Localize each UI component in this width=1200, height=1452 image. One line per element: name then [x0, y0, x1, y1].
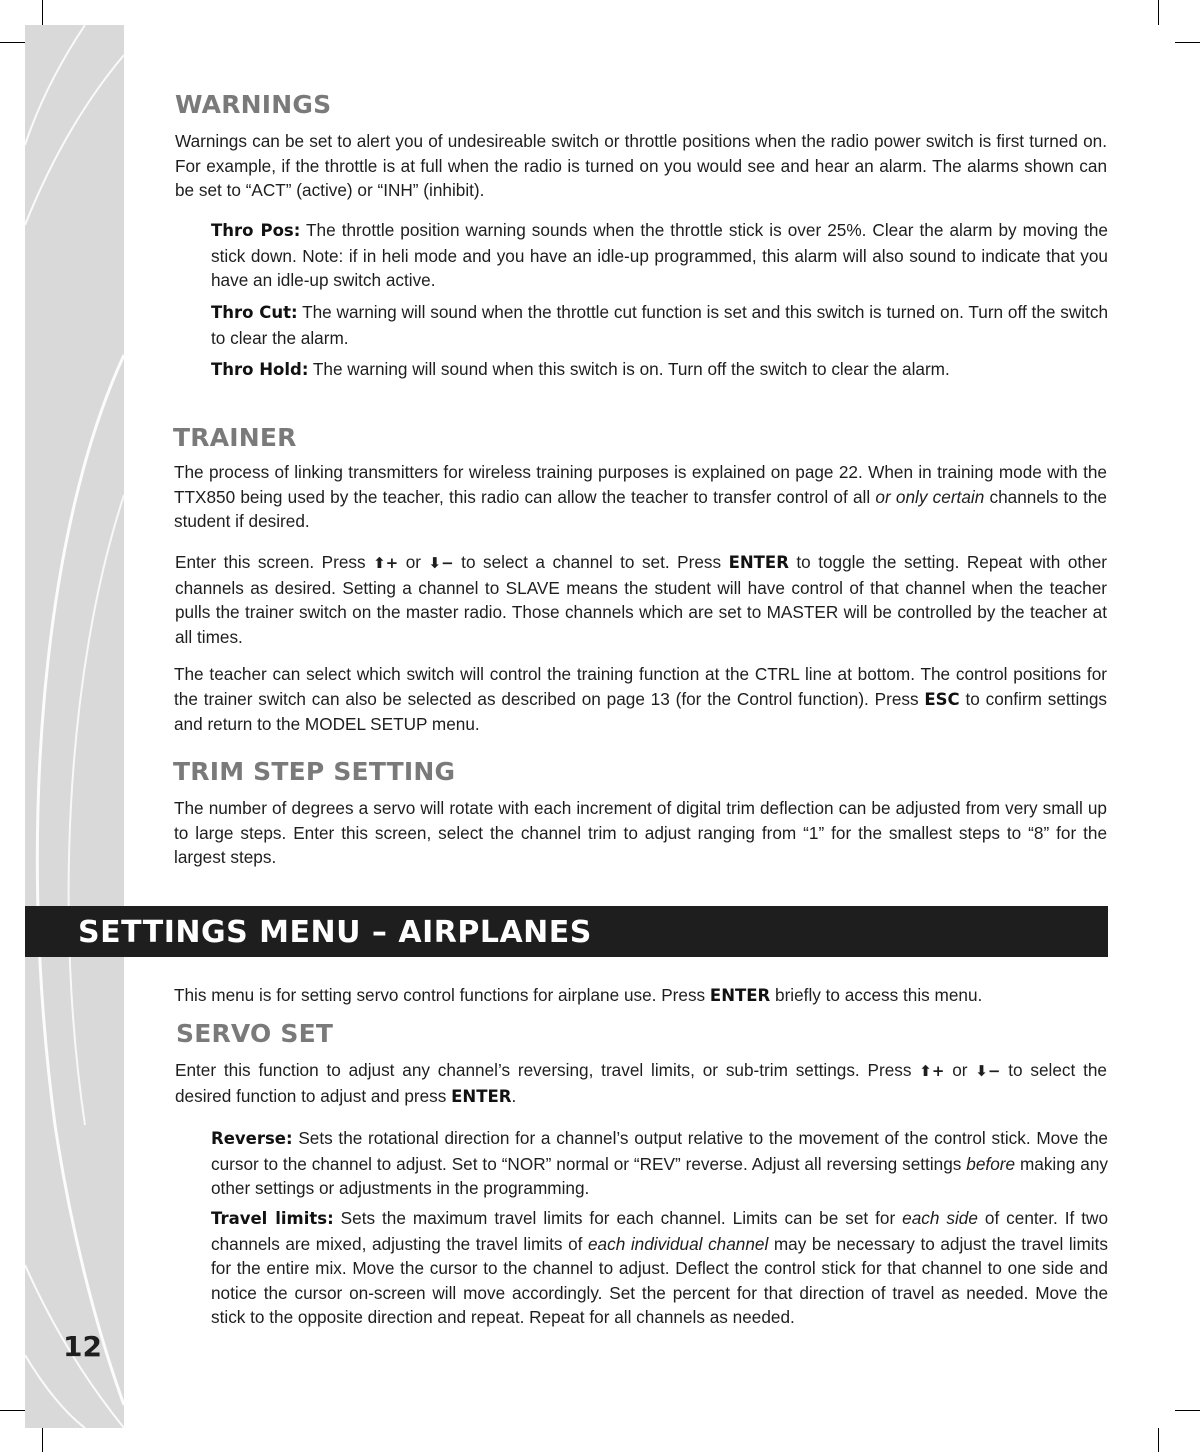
- servo-set-text-c: .: [511, 1085, 517, 1106]
- decorative-sidebar: [25, 25, 124, 1428]
- thro-hold-label: Thro Hold:: [211, 360, 309, 379]
- crop-mark: [0, 1410, 25, 1411]
- crop-mark: [1158, 1428, 1159, 1452]
- crop-mark: [1175, 42, 1200, 43]
- trainer-p1-text-b: channels to the student if desired.: [174, 486, 1107, 531]
- crop-mark: [42, 0, 43, 25]
- esc-key-label: ESC: [924, 689, 960, 709]
- servo-set-intro: [175, 1058, 1107, 1109]
- trainer-p3-text-b: to confirm settings and return to the MODEL SETUP menu.: [174, 688, 1107, 734]
- crop-mark: [42, 1428, 43, 1452]
- trainer-p2-text-a: Enter this screen. Press: [175, 552, 374, 572]
- thro-pos-label: Thro Pos:: [211, 221, 301, 240]
- servo-set-text-b: to select the desired function to adjust and press: [175, 1060, 1107, 1106]
- enter-key-label: ENTER: [728, 553, 789, 572]
- travel-limits-label: Travel limits:: [211, 1209, 334, 1228]
- reverse-text-b: making any other settings or adjustments in the programming.: [211, 1153, 1108, 1198]
- or-text: or: [944, 1060, 976, 1080]
- enter-key-label: ENTER: [709, 986, 771, 1005]
- reverse-emphasis: before: [966, 1153, 1016, 1174]
- servo-set-text-a: Enter this function to adjust any channel’s reversing, travel limits, or sub-trim settings. Press: [175, 1060, 920, 1080]
- up-plus-key-icon: ⬆+: [919, 1062, 945, 1080]
- travel-text-b: of center. If two channels are mixed, adjusting the travel limits of: [211, 1208, 1108, 1254]
- trainer-paragraph-2: [175, 550, 1107, 649]
- servo-item-reverse: [211, 1126, 1108, 1201]
- warning-item-thro-pos: [211, 218, 1108, 293]
- trainer-heading: TRAINER: [173, 423, 297, 452]
- servo-item-travel-limits: [211, 1206, 1108, 1330]
- thro-hold-text: The warning will sound when this switch is on. Turn off the switch to clear the alarm.: [308, 359, 950, 379]
- sidebar-swirl-graphic: [25, 25, 124, 1428]
- down-minus-key-icon: ⬇−: [975, 1062, 1001, 1080]
- travel-emphasis-1: each side: [902, 1208, 978, 1228]
- trainer-p1-emphasis: or only certain: [875, 486, 985, 507]
- trainer-p2-text-c: to toggle the setting. Repeat with other channels as desired. Setting a channel to SLAVE means the student will have control of that channel when the teacher pulls the trainer switch on the master radio. Those channels which are set to MASTER will be controlled by the teacher at all times.: [175, 552, 1107, 647]
- travel-emphasis-2: each individual channel: [588, 1233, 769, 1254]
- trim-step-heading: TRIM STEP SETTING: [173, 757, 456, 786]
- crop-mark: [1158, 0, 1159, 25]
- or-text: or: [398, 552, 429, 572]
- down-minus-key-icon: ⬇−: [428, 554, 454, 572]
- trainer-paragraph-3: [174, 662, 1107, 737]
- enter-key-label: ENTER: [451, 1086, 512, 1106]
- trainer-paragraph-1: [174, 460, 1107, 534]
- trainer-p2-text-b: to select a channel to set. Press: [453, 552, 729, 572]
- up-plus-key-icon: ⬆+: [373, 554, 399, 572]
- reverse-label: Reverse:: [211, 1129, 293, 1148]
- trainer-p1-text-a: The process of linking transmitters for wireless training purposes is explained on page 22. When in training mode with the TTX850 being used by the teacher, this radio can allow the teacher to transfer control of all: [174, 462, 1107, 507]
- settings-menu-intro: [174, 983, 1114, 1009]
- warnings-heading: WARNINGS: [175, 90, 332, 119]
- settings-intro-text-a: This menu is for setting servo control functions for airplane use. Press: [174, 985, 710, 1005]
- page-number: 12: [63, 1330, 102, 1363]
- warning-item-thro-hold: [211, 357, 1108, 383]
- travel-text-c: may be necessary to adjust the travel limits for the entire mix. Move the cursor to the channel to adjust. Deflect the control stick for that channel to one side and notice the cursor on-screen will move accordingly. Set the percent for that direction of travel as needed. Move the stick to the opposite direction and repeat. Repeat for all channels as needed.: [211, 1233, 1108, 1327]
- settings-menu-title: SETTINGS MENU – AIRPLANES: [78, 915, 592, 950]
- servo-set-heading: SERVO SET: [176, 1019, 334, 1048]
- warnings-intro: Warnings can be set to alert you of undesireable switch or throttle positions when the radio power switch is first turned on. For example, if the throttle is at full when the radio is turned on you would see and hear an alarm. The alarms shown can be set to “ACT” (active) or “INH” (inhibit).: [175, 131, 1107, 200]
- trim-step-text: The number of degrees a servo will rotate with each increment of digital trim deflection can be adjusted from very small up to large steps. Enter this screen, select the channel trim to adjust ranging from “1” for the smallest steps to “8” for the largest steps.: [174, 798, 1107, 867]
- thro-cut-label: Thro Cut:: [211, 303, 298, 322]
- thro-pos-text: The throttle position warning sounds when the throttle stick is over 25%. Clear the alarm by moving the stick down. Note: if in heli mode and you have an idle-up programmed, this alarm will also sound to indicate that you have an idle-up switch active.: [211, 220, 1108, 290]
- thro-cut-text: The warning will sound when the throttle cut function is set and this switch is turned on. Turn off the switch to clear the alarm.: [211, 302, 1109, 348]
- trainer-p3-text-a: The teacher can select which switch will control the training function at the CTRL line at bottom. The control positions for the trainer switch can also be selected as described on page 13 (for the Control function). Press: [174, 664, 1107, 709]
- crop-mark: [1175, 1410, 1200, 1411]
- travel-text-a: Sets the maximum travel limits for each channel. Limits can be set for: [333, 1208, 903, 1228]
- warning-item-thro-cut: [211, 300, 1108, 350]
- reverse-text-a: Sets the rotational direction for a channel’s output relative to the movement of the control stick. Move the cursor to the channel to adjust. Set to “NOR” normal or “REV” reverse. Adjust all reversing settings: [211, 1128, 1108, 1174]
- settings-intro-text-b: briefly to access this menu.: [770, 985, 983, 1005]
- crop-mark: [0, 42, 25, 43]
